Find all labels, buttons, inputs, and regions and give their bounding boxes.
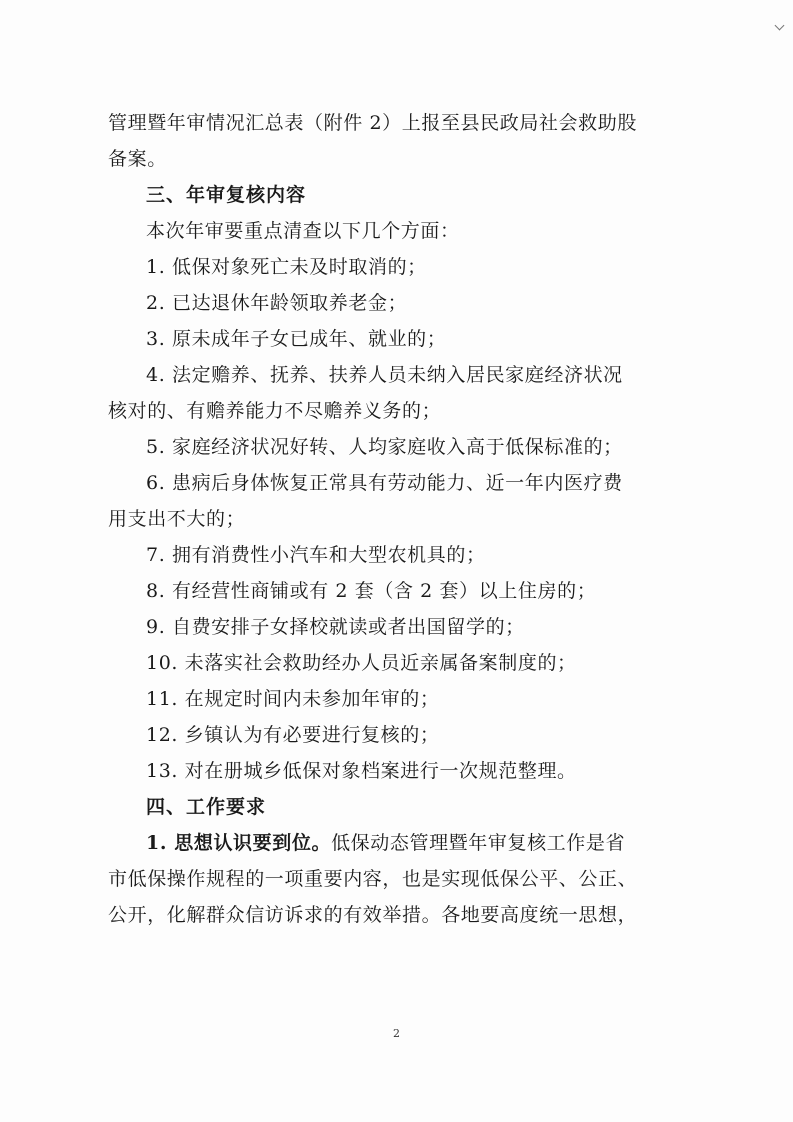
requirement-1-line-3: 公开，化解群众信访诉求的有效举措。各地要高度统一思想， [108,904,638,926]
review-item: 7. 拥有消费性小汽车和大型农机具的； [146,544,486,566]
review-item: 10. 未落实社会救助经办人员近亲属备案制度的； [146,652,577,674]
section-heading-4: 四、工作要求 [146,796,267,818]
review-item: 6. 患病后身体恢复正常具有劳动能力、近一年内医疗费 [146,472,623,494]
requirement-paragraph-1 [108,825,668,861]
review-item: 4. 法定赡养、抚养、扶养人员未纳入居民家庭经济状况 [146,364,623,386]
requirement-1-lead: 1. 思想认识要到位。 [146,832,332,854]
review-item: 5. 家庭经济状况好转、人均家庭收入高于低保标准的； [146,436,623,458]
continuation-line-2: 备案。 [108,148,167,170]
review-item: 13. 对在册城乡低保对象档案进行一次规范整理。 [146,760,577,782]
document-body [108,105,668,933]
review-item: 1. 低保对象死亡未及时取消的； [146,256,427,278]
review-item: 9. 自费安排子女择校就读或者出国留学的； [146,616,525,638]
review-items-list [108,249,668,789]
section-3-intro: 本次年审要重点清查以下几个方面： [146,220,460,242]
section-heading-3: 三、年审复核内容 [146,184,307,206]
review-item-continuation: 用支出不大的； [108,508,246,530]
requirement-1-line-2: 市低保操作规程的一项重要内容，也是实现低保公平、公正、 [108,868,638,890]
continuation-line-1: 管理暨年审情况汇总表（附件 2）上报至县民政局社会救助股 [108,112,637,134]
review-item: 11. 在规定时间内未参加年审的； [146,688,440,710]
scan-corner-mark [775,21,785,31]
review-item: 3. 原未成年子女已成年、就业的； [146,328,447,350]
review-item: 12. 乡镇认为有必要进行复核的； [146,724,440,746]
review-item: 2. 已达退休年龄领取养老金； [146,292,408,314]
page-number: 2 [393,1027,400,1040]
review-item-continuation: 核对的、有赡养能力不尽赡养义务的； [108,400,442,422]
review-item: 8. 有经营性商铺或有 2 套（含 2 套）以上住房的； [146,580,597,602]
requirement-1-text: 低保动态管理暨年审复核工作是省 [331,832,626,854]
